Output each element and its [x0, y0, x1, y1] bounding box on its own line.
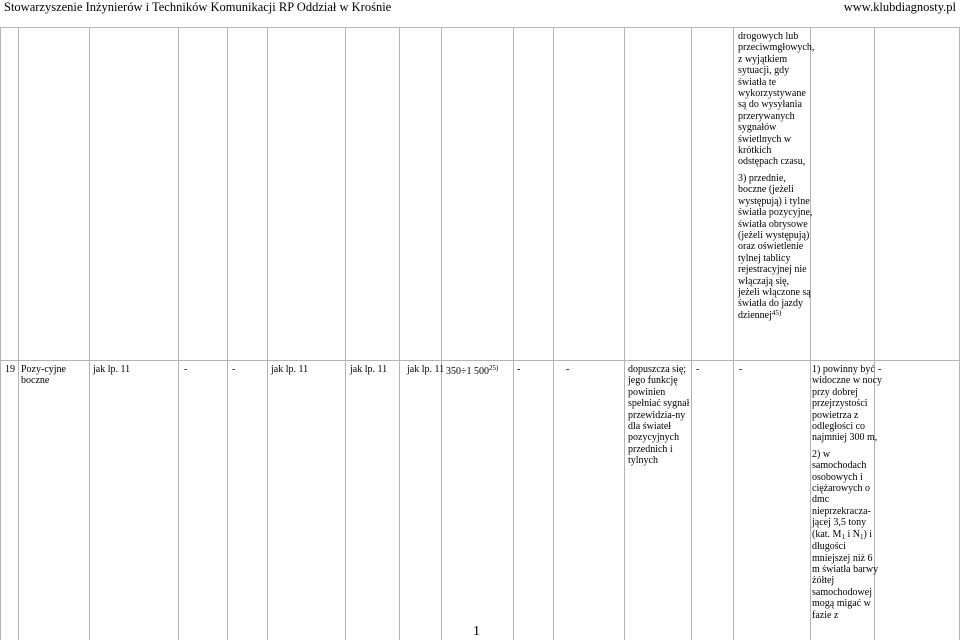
column-divider	[553, 27, 554, 640]
table-cell: -	[517, 364, 521, 375]
top-note-cell	[738, 31, 813, 322]
subscript: 1	[859, 532, 864, 541]
column-divider	[18, 27, 19, 640]
table-cell: -	[184, 364, 188, 375]
table-cell: jak lp. 11	[271, 364, 309, 375]
footnote-marker: 25)	[489, 364, 499, 372]
column-divider	[227, 27, 228, 640]
header-website-link[interactable]: www.klubdiagnosty.pl	[843, 0, 956, 14]
column-divider	[178, 27, 179, 640]
requirements-cell	[812, 364, 882, 621]
table-cell: -	[696, 364, 700, 375]
top-note-text: 3) przednie, boczne (jeżeli występują) i tylne światła pozycyjne, światła obrysowe (jeżeli występują) oraz oświetlenie tylnej tablicy rejestracyjnej nie włączają się, jeżeli włączone są światła do jazdy dziennej	[738, 172, 813, 321]
column-divider	[513, 27, 514, 640]
table-cell: jak lp. 11	[350, 364, 388, 375]
column-divider	[624, 27, 625, 640]
row-number: 19	[5, 364, 15, 375]
table-cell: -	[878, 364, 882, 375]
requirement-text: 2) w samochodach osobowych i ciężarowych o dmc nieprzekracza-jącej 3,5 tony (kat. M	[812, 448, 871, 540]
column-divider	[441, 27, 442, 640]
light-type-name: Pozy-cyjne boczne	[21, 364, 66, 387]
column-divider	[0, 27, 1, 640]
table-cell-text: dopuszcza się; jego funkcję powinien spełniać sygnał przewidzia-ny dla świateł pozycyjnych przednich i tylnych	[628, 364, 690, 467]
intensity-value: 350÷1 500	[446, 366, 489, 377]
subscript: 1	[841, 532, 845, 541]
row-divider	[0, 360, 960, 361]
footnote-marker: 45)	[771, 308, 782, 317]
requirement-item: 1) powinny być widoczne w nocy przy dobrej przejrzystości powietrza z odległości co najmniej 300 m,	[812, 364, 882, 444]
luminous-intensity-range	[446, 366, 498, 377]
top-note-paragraph: drogowych lub przeciwmgłowych, z wyjątkiem sytuacji, gdy światła te wykorzystywane są do wysyłania przerywanych sygnałów świetlnych w krótkich odstępach czasu,	[738, 31, 815, 168]
table-cell: -	[232, 364, 236, 375]
header-organization: Stowarzyszenie Inżynierów i Techników Komunikacji RP Oddział w Krośnie	[4, 0, 392, 14]
column-divider	[399, 27, 400, 640]
top-note-paragraph	[738, 173, 813, 322]
column-divider	[691, 27, 692, 640]
requirement-item	[812, 449, 882, 621]
table-cell: -	[566, 364, 570, 375]
table-cell: jak lp. 11	[93, 364, 131, 375]
column-divider	[267, 27, 268, 640]
table-cell: -	[739, 364, 743, 375]
table-cell: jak lp. 11	[407, 364, 445, 375]
requirement-text: ) i długości mniejszej niż 6 m światła barwy żółtej samochodowej mogą migać w fazie z	[812, 528, 879, 621]
requirement-text: i N	[844, 528, 860, 540]
column-divider	[89, 27, 90, 640]
column-divider	[733, 27, 734, 640]
column-divider	[345, 27, 346, 640]
table-top-border	[0, 27, 960, 28]
page-number: 1	[473, 624, 480, 639]
